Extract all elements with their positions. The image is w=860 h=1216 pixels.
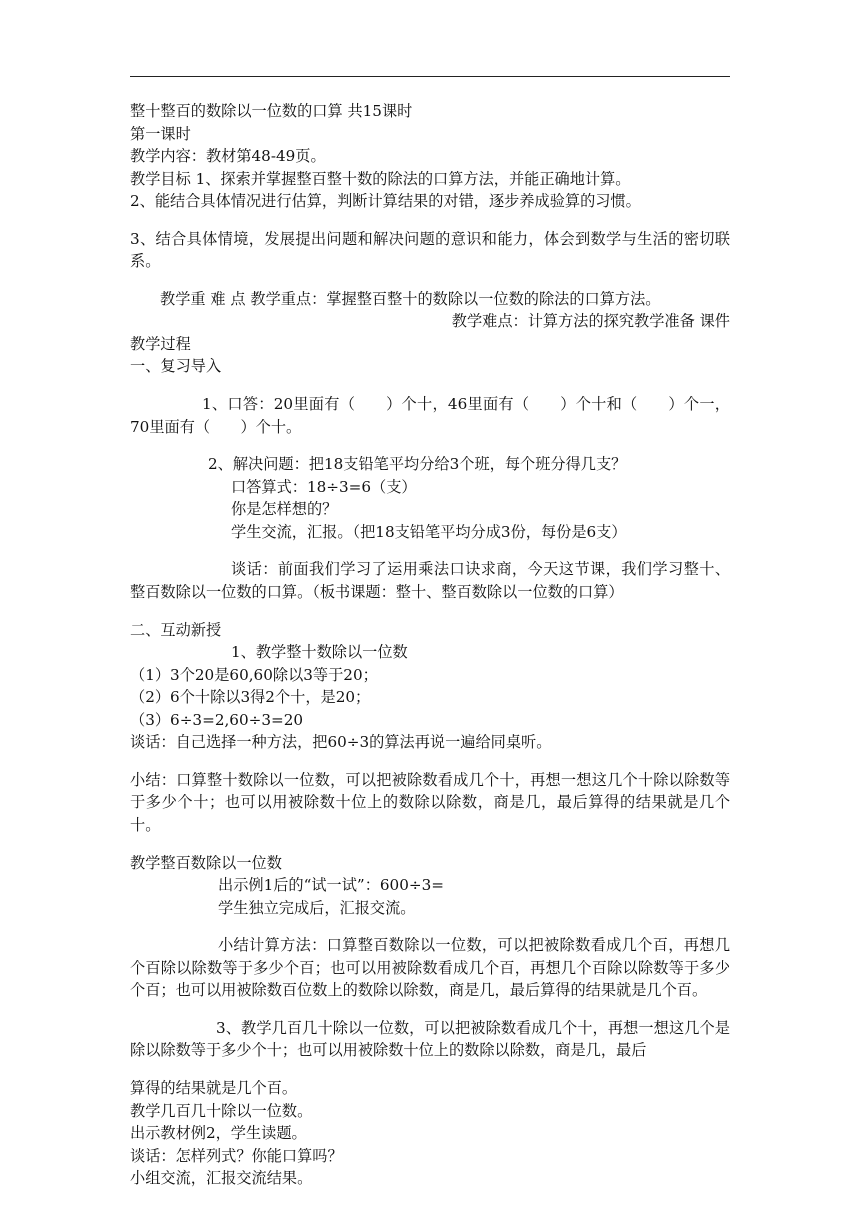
method-2: （2）6个十除以3得2个十，是20； [130, 688, 371, 707]
talk-1: 谈话：自己选择一种方法，把60÷3的算法再说一遍给同桌听。 [130, 733, 552, 752]
review-item-1: 1、口答：20里面有（ ）个十，46里面有（ ）个十和（ ）个一，70里面有（ ）个十。 [130, 395, 730, 436]
review-item-2c: 学生交流，汇报。（把18支铅笔平均分成3份，每份是6支） [231, 522, 627, 541]
review-item-2: 2、解决问题：把18支铅笔平均分给3个班，每个班分得几支？ [208, 455, 627, 474]
document-body [130, 100, 730, 1190]
method-3: （3）6÷3=2,60÷3=20 [130, 710, 304, 729]
header-rule [130, 76, 730, 77]
goal-3: 3、结合具体情境，发展提出问题和解决问题的意识和能力，体会到数学与生活的密切联系。 [130, 229, 730, 271]
teach-line-2: 出示教材例2，学生读题。 [130, 1124, 307, 1143]
lesson-label: 第一课时 [130, 124, 191, 143]
summary-2: 小结计算方法：口算整百数除以一位数，可以把被除数看成几个百，再想几个百除以除数等于多少个百；也可以用被除数看成几个百，再想几个百除以除数等于多少个百；也可以用被除数百位数上的数除以除数，商是几，最后算得的结果就是几个百。 [130, 936, 730, 1000]
key-points: 教学重 难 点 教学重点：掌握整百整十的数除以一位数的除法的口算方法。 [160, 289, 661, 308]
difficulty: 教学难点：计算方法的探究教学准备 课件 [451, 312, 730, 331]
new-item-1: 1、教学整十数除以一位数 [231, 643, 408, 662]
summary-1: 小结：口算整十数除以一位数，可以把被除数看成几个十，再想一想这几个十除以除数等于多少个十；也可以用被除数十位上的数除以除数，商是几，最后算得的结果就是几个十。 [130, 770, 730, 834]
paragraph-3: 3、教学几百几十除以一位数，可以把被除数看成几个十，再想一想这几个是除以除数等于多少个十；也可以用被除数十位上的数除以除数，商是几，最后 [130, 1018, 730, 1060]
process-heading: 教学过程 [130, 334, 191, 353]
new-heading: 二、互动新授 [130, 620, 222, 639]
paragraph-3-end: 算得的结果就是几个百。 [130, 1079, 298, 1098]
review-heading: 一、复习导入 [130, 357, 222, 376]
example-1: 出示例1后的“试一试”：600÷3= [218, 876, 444, 894]
example-2: 学生独立完成后，汇报交流。 [218, 898, 416, 917]
hundreds-heading: 教学整百数除以一位数 [130, 853, 282, 872]
review-item-2a: 口答算式：18÷3=6（支） [231, 477, 417, 496]
doc-title: 整十整百的数除以一位数的口算 共15课时 [130, 102, 413, 120]
goal-2: 2、能结合具体情况进行估算，判断计算结果的对错，逐步养成验算的习惯。 [130, 192, 641, 210]
goal-1: 教学目标 1、探索并掌握整百整十数的除法的口算方法，并能正确地计算。 [130, 169, 631, 188]
teach-line-1: 教学几百几十除以一位数。 [130, 1101, 313, 1120]
teach-line-4: 小组交流，汇报交流结果。 [130, 1169, 313, 1188]
review-item-2b: 你是怎样想的？ [231, 500, 338, 519]
teach-line-3: 谈话：怎样列式？你能口算吗？ [130, 1146, 343, 1165]
method-1: （1）3个20是60,60除以3等于20； [130, 665, 378, 684]
teaching-content: 教学内容：教材第48-49页。 [130, 147, 326, 165]
review-item-2d: 谈话：前面我们学习了运用乘法口诀求商，今天这节课，我们学习整十、整百数除以一位数的口算。（板书课题：整十、整百数除以一位数的口算） [130, 560, 730, 601]
